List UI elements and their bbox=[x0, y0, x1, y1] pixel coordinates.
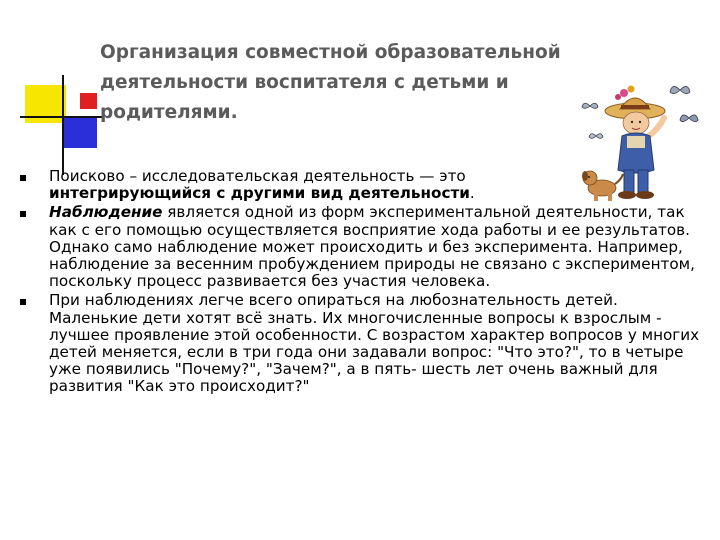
list-item bbox=[10, 168, 710, 202]
bullet-square-icon bbox=[20, 211, 26, 217]
slide-title bbox=[100, 38, 660, 128]
item1-end: . bbox=[469, 184, 475, 203]
title-line-1: Организация совместной образовательной bbox=[100, 42, 561, 63]
list-item bbox=[10, 204, 710, 290]
item2-italic-term: Наблюдение bbox=[49, 203, 163, 222]
title-line-2: деятельности воспитателя с детьми и bbox=[100, 72, 509, 93]
item1-bold-phrase: интегрирующийся с другими вид деятельности bbox=[49, 184, 470, 203]
butterfly-icon bbox=[670, 86, 690, 93]
butterfly-icon bbox=[589, 134, 603, 139]
butterfly-icon bbox=[680, 115, 698, 122]
bullet-square-icon bbox=[20, 299, 26, 305]
bullet-list bbox=[10, 168, 710, 398]
vertical-line bbox=[62, 75, 64, 175]
title-line-3: родителями. bbox=[100, 102, 238, 123]
item2-text: является одной из форм экспериментальной деятельности, так как с его помощью осуществляется восприятие хода работы и ее результатов. Однако само наблюдение может происходить и без эксперимента. Например, наблюдение за весенним пробуждением природы не связано с экспериментом, поскольку процесс развивается без участия человека. bbox=[49, 203, 695, 291]
blue-square bbox=[63, 117, 97, 148]
butterfly-icon bbox=[582, 103, 598, 108]
list-item bbox=[10, 292, 710, 395]
red-square bbox=[80, 93, 97, 109]
horizontal-line bbox=[20, 116, 102, 118]
item3-text: При наблюдениях легче всего опираться на любознательность детей. Маленькие дети хотят всё знать. Их многочисленные вопросы к взрослым - лучшее проявление этой особенности. С возрастом характер вопросов у многих детей меняется, если в три года они задавали вопрос: "Что это?", то в четыре уже появились "Почему?", "Зачем?", а в пять- шесть лет очень важный для развития "Как это происходит?" bbox=[49, 291, 700, 396]
item1-line1: Поисково – исследовательская деятельность — это bbox=[49, 167, 466, 185]
bullet-square-icon bbox=[20, 175, 26, 181]
